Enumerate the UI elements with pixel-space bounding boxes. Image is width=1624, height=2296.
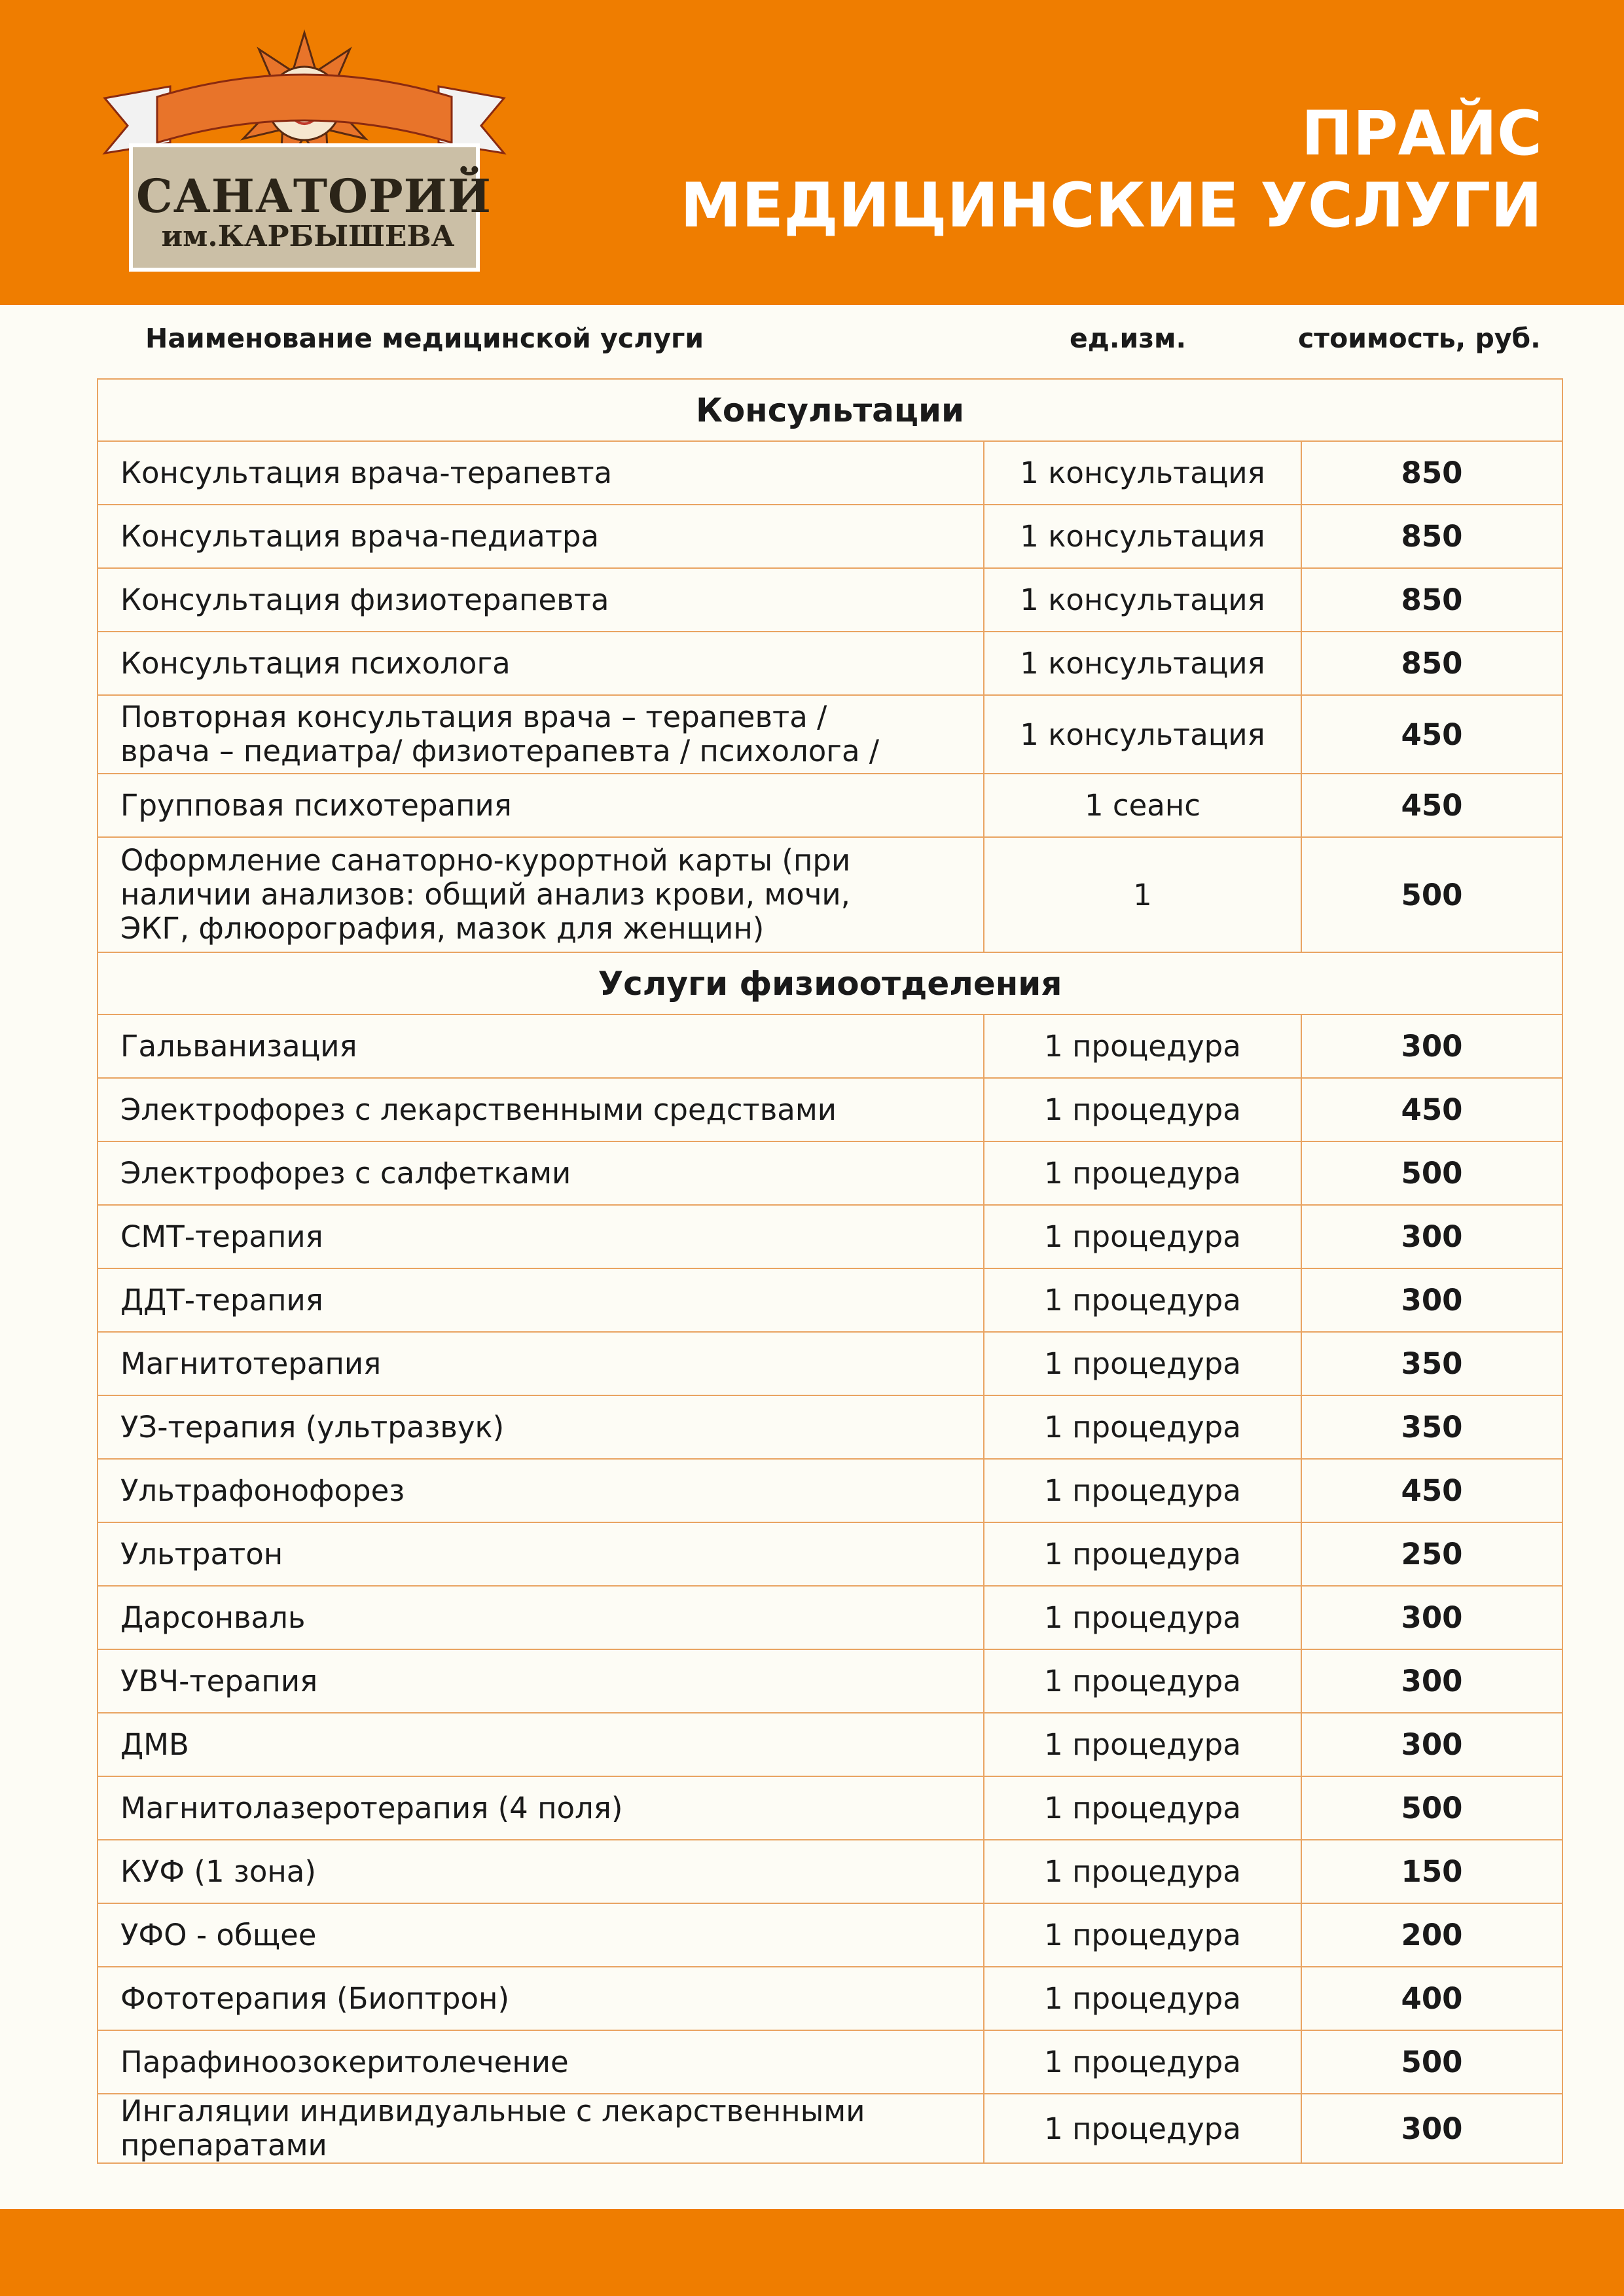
- service-price: 850: [1301, 568, 1562, 632]
- table-row: [98, 632, 1562, 695]
- section-title: Консультации: [98, 379, 1562, 441]
- service-name: КУФ (1 зона): [98, 1840, 984, 1903]
- service-unit: 1 процедура: [984, 1078, 1301, 1141]
- brand-subname: им.КАРБЫШЕВА: [161, 220, 455, 253]
- service-price: 850: [1301, 505, 1562, 568]
- table-row: [98, 1014, 1562, 1078]
- service-unit: 1 консультация: [984, 568, 1301, 632]
- price-table: [97, 378, 1563, 2164]
- service-name: СМТ-терапия: [98, 1205, 984, 1268]
- service-name: УЗ-терапия (ультразвук): [98, 1395, 984, 1459]
- service-price: 450: [1301, 1078, 1562, 1141]
- service-unit: 1 процедура: [984, 1649, 1301, 1713]
- service-price: 450: [1301, 695, 1562, 774]
- table-row: [98, 695, 1562, 774]
- table-row: [98, 1141, 1562, 1205]
- service-unit: 1 процедура: [984, 1141, 1301, 1205]
- service-unit: 1 процедура: [984, 2094, 1301, 2163]
- service-name: Консультация психолога: [98, 632, 984, 695]
- service-unit: 1 процедура: [984, 1459, 1301, 1522]
- service-price: 500: [1301, 1776, 1562, 1840]
- service-price: 300: [1301, 2094, 1562, 2163]
- service-name: Групповая психотерапия: [98, 774, 984, 837]
- brand-name: САНАТОРИЙ: [136, 169, 492, 223]
- service-unit: 1 процедура: [984, 1713, 1301, 1776]
- service-unit: 1 процедура: [984, 1967, 1301, 2030]
- service-unit: 1 процедура: [984, 1395, 1301, 1459]
- service-price: 200: [1301, 1903, 1562, 1967]
- service-name: Консультация врача-педиатра: [98, 505, 984, 568]
- service-unit: 1 консультация: [984, 632, 1301, 695]
- service-price: 350: [1301, 1332, 1562, 1395]
- service-unit: 1 процедура: [984, 1332, 1301, 1395]
- service-price: 850: [1301, 632, 1562, 695]
- section-title: Услуги физиоотделения: [98, 952, 1562, 1014]
- column-header-price: стоимость, руб.: [1298, 323, 1541, 354]
- table-row: [98, 1078, 1562, 1141]
- table-row: [98, 2094, 1562, 2163]
- service-unit: 1 процедура: [984, 1014, 1301, 1078]
- table-row: [98, 1459, 1562, 1522]
- table-row: [98, 1840, 1562, 1903]
- service-unit: 1 сеанс: [984, 774, 1301, 837]
- service-name: УВЧ-терапия: [98, 1649, 984, 1713]
- service-unit: 1 процедура: [984, 1205, 1301, 1268]
- footer-bar: [0, 2209, 1624, 2296]
- service-unit: 1 консультация: [984, 441, 1301, 505]
- service-unit: 1 консультация: [984, 695, 1301, 774]
- table-row: [98, 2030, 1562, 2094]
- service-price: 300: [1301, 1268, 1562, 1332]
- section-header-row: [98, 952, 1562, 1014]
- table-row: [98, 774, 1562, 837]
- table-row: [98, 1586, 1562, 1649]
- service-price: 300: [1301, 1205, 1562, 1268]
- service-name: Повторная консультация врача – терапевта / врача – педиатра/ физиотерапевта / психолога /: [98, 695, 984, 774]
- service-price: 500: [1301, 1141, 1562, 1205]
- service-price: 300: [1301, 1014, 1562, 1078]
- service-name: Электрофорез с салфетками: [98, 1141, 984, 1205]
- title-line-1: ПРАЙС: [1301, 98, 1542, 170]
- table-row: [98, 1903, 1562, 1967]
- service-name: Консультация физиотерапевта: [98, 568, 984, 632]
- service-price: 300: [1301, 1713, 1562, 1776]
- service-price: 300: [1301, 1649, 1562, 1713]
- service-unit: 1 консультация: [984, 505, 1301, 568]
- service-name: Фототерапия (Биоптрон): [98, 1967, 984, 2030]
- service-name: ДДТ-терапия: [98, 1268, 984, 1332]
- service-name: Ультратон: [98, 1522, 984, 1586]
- table-row: [98, 441, 1562, 505]
- service-price: 500: [1301, 837, 1562, 952]
- table-row: [98, 1967, 1562, 2030]
- table-row: [98, 1332, 1562, 1395]
- table-row: [98, 1205, 1562, 1268]
- service-name: Консультация врача-терапевта: [98, 441, 984, 505]
- title-line-2: МЕДИЦИНСКИЕ УСЛУГИ: [680, 170, 1542, 242]
- service-unit: 1 процедура: [984, 1268, 1301, 1332]
- service-price: 300: [1301, 1586, 1562, 1649]
- service-name: Гальванизация: [98, 1014, 984, 1078]
- table-row: [98, 1776, 1562, 1840]
- page-title: [680, 98, 1542, 242]
- service-price: 150: [1301, 1840, 1562, 1903]
- column-header-name: Наименование медицинской услуги: [145, 323, 704, 354]
- service-price: 450: [1301, 1459, 1562, 1522]
- service-price: 350: [1301, 1395, 1562, 1459]
- service-name: Парафиноозокеритолечение: [98, 2030, 984, 2094]
- service-unit: 1 процедура: [984, 2030, 1301, 2094]
- column-headers: [0, 323, 1624, 355]
- service-name: Оформление санаторно-курортной карты (при наличии анализов: общий анализ крови, мочи, ЭКГ, флюорография, мазок для женщин): [98, 837, 984, 952]
- service-name: Ингаляции индивидуальные с лекарственными препаратами: [98, 2094, 984, 2163]
- service-price: 250: [1301, 1522, 1562, 1586]
- header-bar: [0, 0, 1624, 305]
- service-unit: 1 процедура: [984, 1522, 1301, 1586]
- service-unit: 1 процедура: [984, 1776, 1301, 1840]
- service-price: 850: [1301, 441, 1562, 505]
- service-unit: 1: [984, 837, 1301, 952]
- service-price: 450: [1301, 774, 1562, 837]
- table-row: [98, 1522, 1562, 1586]
- column-header-unit: ед.изм.: [1070, 323, 1187, 354]
- service-name: Магнитотерапия: [98, 1332, 984, 1395]
- service-name: Электрофорез с лекарственными средствами: [98, 1078, 984, 1141]
- section-header-row: [98, 379, 1562, 441]
- table-row: [98, 1395, 1562, 1459]
- service-name: УФО - общее: [98, 1903, 984, 1967]
- service-name: Ультрафонофорез: [98, 1459, 984, 1522]
- table-row: [98, 1713, 1562, 1776]
- service-name: Дарсонваль: [98, 1586, 984, 1649]
- service-name: ДМВ: [98, 1713, 984, 1776]
- service-name: Магнитолазеротерапия (4 поля): [98, 1776, 984, 1840]
- table-row: [98, 1268, 1562, 1332]
- table-row: [98, 1649, 1562, 1713]
- service-price: 400: [1301, 1967, 1562, 2030]
- service-unit: 1 процедура: [984, 1903, 1301, 1967]
- table-row: [98, 568, 1562, 632]
- table-row: [98, 837, 1562, 952]
- service-unit: 1 процедура: [984, 1586, 1301, 1649]
- table-row: [98, 505, 1562, 568]
- service-price: 500: [1301, 2030, 1562, 2094]
- service-unit: 1 процедура: [984, 1840, 1301, 1903]
